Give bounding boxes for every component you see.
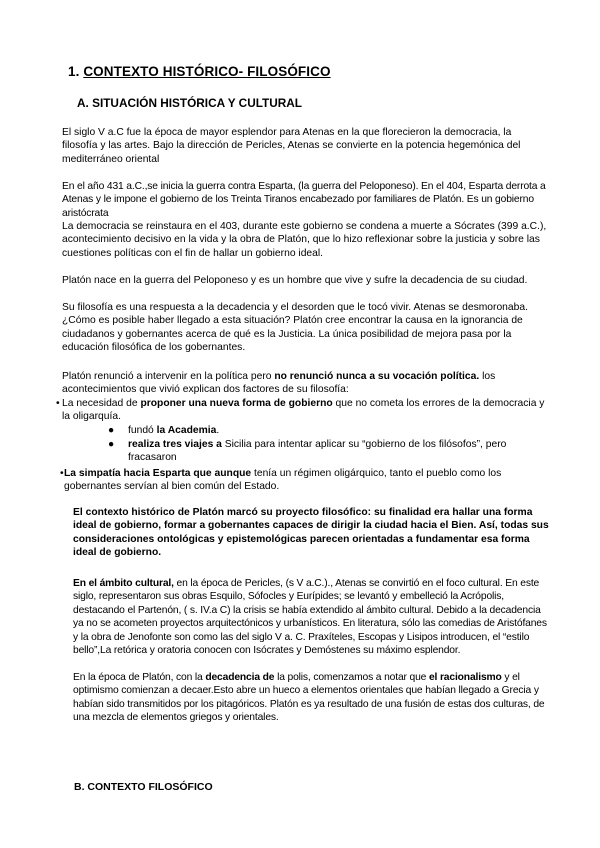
paragraph-cultural-sphere: En el ámbito cultural, en la época de Pericles, (s V a.C.)., Atenas se convirtió en el foco cultural. En este siglo, representaron sus obras Esquilo, Sófocles y Eurípides; se levantó y embelleció la Acrópolis, destacando el Partenón, ( s. IV.a C) la crisis se había extendido al ámbito cultural. Debido a la decadencia ya no se acometen proyectos arquitectónicos y urbanísticos. En literatura, sólo las comedias de Aristófanes y la obra de Jenofonte son como las del siglo V a. C. Praxíteles, Escopas y Lisipos introducen, el “estilo bello”,La retórica y oratoria conocen con Isócrates y Demóstenes su máximo esplendor.: [73, 578, 547, 657]
paragraph-democracy-restored: La democracia se reinstaura en el 403, durante este gobierno se condena a muerte a Sócrates (399 a.C.), acontecimiento decisivo en la vida y la obra de Platón, que lo hizo reflexionar sobre la justicia y sobre las cuestiones políticas con el fin de hallar un gobierno ideal.: [62, 221, 547, 259]
bullet-icon: •: [56, 398, 60, 409]
paragraph-philosophy-response: Su filosofía es una respuesta a la decadencia y el desorden que le tocó vivir. Atenas se desmoronaba. ¿Cómo es posible haber llegado a esta situación? Platón cree encontrar la causa en la ignorancia de ciudadanos y gobernantes acerca de qué es la Justicia. La única posibilidad de mejora pasa por la educación filosófica de los gobernantes.: [62, 302, 528, 354]
factor-item-1: • La necesidad de proponer una nueva forma de gobierno que no cometa los errores de la democracia y la oligarquía.: [56, 398, 545, 423]
section-b-heading: B. CONTEXTO FILOSÓFICO: [74, 781, 213, 793]
heading-number: 1.: [68, 64, 80, 79]
bullet-icon: ●: [108, 425, 115, 436]
sub-item-sicily-trips: ● realiza tres viajes a Sicilia para intentar aplicar su “gobierno de los filósofos”, pero fracasaron: [108, 439, 507, 464]
bullet-icon: •: [60, 468, 64, 479]
paragraph-plato-birth: Platón nace en la guerra del Peloponeso y es un hombre que vive y sufre la decadencia de su ciudad.: [62, 275, 528, 286]
sub-item-academy: ● fundó la Academia.: [108, 425, 220, 436]
bullet-icon: ●: [108, 439, 115, 450]
paragraph-plato-era: En la época de Platón, con la decadencia de la polis, comenzamos a notar que el racionalismo y el optimismo comienzan a decaer.Esto abre un hueco a elementos orientales que habían llegado a Grecia y habían sido transmitidos por los pitagóricos. Platón es ya resultado de una fusión de estas dos culturas, de una mezcla de elementos griegos y orientales.: [73, 672, 545, 724]
paragraph-golden-age: El siglo V a.C fue la época de mayor esplendor para Atenas en la que florecieron la democracia, la filosofía y las artes. Bajo la dirección de Pericles, Atenas se convierte en la potencia hegemónica del mediterráneo oriental: [62, 127, 521, 165]
section-a-heading: A. SITUACIÓN HISTÓRICA Y CULTURAL: [77, 96, 303, 110]
factor-item-2: • La simpatía hacia Esparta que aunque tenía un régimen oligárquico, tanto el pueblo como los gobernantes servían al bien común del Estado.: [60, 468, 502, 493]
paragraph-peloponnesian-war: En el año 431 a.C.,se inicia la guerra contra Esparta, (la guerra del Peloponeso). En el 404, Esparta derrota a Atenas y le impone el gobierno de los Treinta Tiranos encabezado por familiares de Platón. Es un gobierno aristócrata: [62, 181, 546, 219]
paragraph-political-vocation: Platón renunció a intervenir en la política pero no renunció nunca a su vocación política. los acontecimientos que vivió explican dos factores de su filosofía:: [62, 371, 496, 396]
summary-paragraph: El contexto histórico de Platón marcó su proyecto filosófico: su finalidad era hallar una forma ideal de gobierno, formar a gobernantes capaces de dirigir la ciudad hacia el Bien. Así, todas sus consideraciones ontológicas y epistemológicas parecen orientadas a fundamentar esa forma ideal de gobierno.: [73, 507, 549, 559]
heading-title: CONTEXTO HISTÓRICO- FILOSÓFICO: [83, 64, 331, 79]
main-heading: [68, 64, 331, 79]
